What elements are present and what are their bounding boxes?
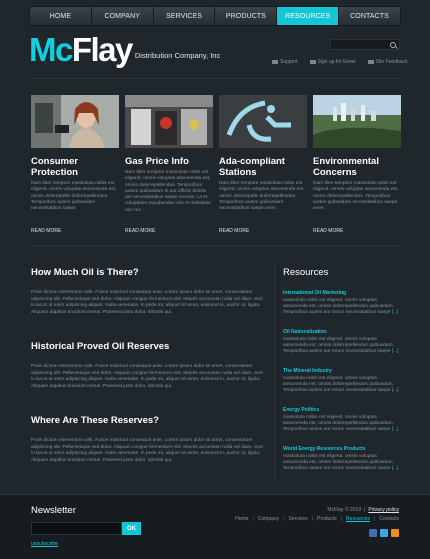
footer-nav: Home | Company | Services | Products | Resources | Contacts: [235, 516, 399, 522]
read-more-link[interactable]: READ MORE: [125, 228, 156, 234]
nav-item-home[interactable]: HOME: [30, 7, 92, 25]
logo-mc: Mc: [29, 31, 72, 68]
feature-text: Nam liber tempore massoluta nobis est eligend. omnis voluptas assumenda est, omnis dolorrepelle dolorrepellendus. Temporibus autem quibusdam necessitatibus saepe even.: [219, 181, 305, 212]
read-more-link[interactable]: READ MORE: [31, 228, 62, 234]
newsletter-title: Newsletter: [31, 505, 76, 516]
resource-item: [283, 368, 401, 395]
feature-title: Gas Price Info: [125, 156, 189, 167]
search-icon[interactable]: [390, 42, 396, 48]
feature-consumer-protection: [31, 95, 119, 212]
email-signup-label: Sign up for Email: [317, 59, 356, 65]
resource-text: massoluta nobis est eligend. omnis voluptas assumenda est, omnis dolorrepellendus quibusdam. Temporibus autem aut rerum necessitatibus saepe [...]: [283, 376, 399, 394]
copyright-text: McFlay © 2010: [327, 507, 362, 513]
nav-item-resources[interactable]: RESOURCES: [277, 7, 339, 25]
footer-link-company[interactable]: Company: [257, 516, 280, 522]
resource-more-link[interactable]: [...]: [391, 466, 399, 472]
article-title: Historical Proved Oil Reserves: [31, 341, 170, 352]
header-divider: [29, 78, 401, 79]
facebook-icon[interactable]: [369, 529, 377, 537]
article-title: How Much Oil is There?: [31, 267, 139, 278]
feature-image-woman: [31, 95, 119, 148]
section-divider: [29, 245, 401, 246]
email-signup-link[interactable]: [310, 59, 356, 65]
resource-more-link[interactable]: [...]: [391, 388, 399, 394]
footer-link-products[interactable]: Products: [317, 516, 337, 522]
logo[interactable]: [29, 33, 220, 66]
privacy-policy-link[interactable]: Privacy policy: [368, 507, 399, 513]
resource-item: [283, 407, 401, 434]
read-more-link[interactable]: READ MORE: [313, 228, 344, 234]
mail-icon: [310, 60, 316, 64]
nav-item-services[interactable]: SERVICES: [154, 7, 216, 25]
resource-text: massoluta nobis est eligend. omnis voluptas assumenda est, omnis dolorrepellendus quibusdam. Temporibus autem aut rerum necessitatibus saepe [...]: [283, 415, 399, 433]
search-input[interactable]: [330, 39, 400, 50]
social-links: [369, 529, 399, 537]
feature-title: Consumer Protection: [31, 156, 78, 178]
resources-sidebar: [274, 262, 401, 484]
article-reserve-locations: [31, 415, 267, 464]
header-links: [272, 59, 408, 65]
article-text: Proin dictum elementum velit. Fusce euismod consequat ante. Lorem ipsum dolor sit amet, consectetuer adipiscing elit. Pellentesque sed dolor. Aliquam congue fermentum nisl. Mauris accumsan nulla vel diam. Sed in lacus ut enim adipiscing aliquet. Nulla venenatis. In pede mi, aliquet sit amet, euismod in, auctor ut, ligula. Aliquam dapibus tincidunt metus. Praesent justo dolor, lobortis qui.: [31, 364, 263, 389]
resource-text: massoluta nobis est eligend. omnis voluptas assumenda est, omnis dolorrepellendus quibusdam. Temporibus autem aut rerum necessitatibus saepe [...]: [283, 454, 399, 472]
feature-gas-price: [125, 95, 213, 214]
support-icon: [272, 60, 278, 64]
resource-more-link[interactable]: [...]: [391, 310, 399, 316]
footer-link-resources[interactable]: Resources: [346, 516, 370, 522]
twitter-icon[interactable]: [380, 529, 388, 537]
resource-item: [283, 446, 401, 473]
newsletter-ok-button[interactable]: OK: [122, 522, 141, 535]
feature-text: Nam liber tempore massoluta nobis est eligend. omnis voluptas assumenda est, omnis dolorrepelle dolorrepellendus. Temporibus autem quibusdam necessitatibus saepe: [31, 181, 117, 212]
resource-title[interactable]: Oil Nationalization: [283, 329, 327, 335]
support-label: Support: [280, 59, 298, 65]
resource-more-link[interactable]: [...]: [391, 427, 399, 433]
resource-title[interactable]: International Oil Marketing: [283, 290, 347, 296]
feature-text: Nam liber tempore massoluta nobis est eligend. omnis voluptas assumenda est, omnis dolorrepellendus. Temporibus autem quibusdam necessitatibus saepe even.: [313, 181, 399, 212]
copyright: McFlay © 2010 | Privacy policy: [327, 507, 399, 513]
resource-title[interactable]: The Mineral Industry: [283, 368, 332, 374]
rss-icon[interactable]: [391, 529, 399, 537]
feature-ada-stations: [219, 95, 307, 212]
feedback-link[interactable]: [368, 59, 408, 65]
resource-text: massoluta nobis est eligend. omnis voluptas assumenda est, omnis dolorrepellendus quibusdam. Temporibus autem aut rerum necessitatibus saepe [...]: [283, 337, 399, 355]
article-oil-amount: [31, 267, 267, 316]
resource-item: [283, 329, 401, 356]
resource-text: massoluta nobis est eligend. omnis voluptas assumenda est, omnis dolorrepellendus quibusdam. Temporibus autem aut rerum necessitatibus saepe [...]: [283, 298, 399, 316]
feature-title: Environmental Concerns: [313, 156, 379, 178]
resource-more-link[interactable]: [...]: [391, 349, 399, 355]
nav-item-contacts[interactable]: CONTACTS: [350, 12, 389, 20]
logo-flay: Flay: [71, 31, 132, 68]
feature-environmental: [313, 95, 401, 212]
article-title: Where Are These Reserves?: [31, 415, 159, 426]
support-link[interactable]: [272, 59, 298, 65]
feature-image-city: [313, 95, 401, 148]
unsubscribe-link[interactable]: unsubscribe: [31, 541, 58, 547]
feedback-label: Site Feedback: [375, 59, 408, 65]
feedback-icon: [368, 60, 374, 64]
feature-image-gas-pump: [125, 95, 213, 148]
feature-image-accessible-parking: [219, 95, 307, 148]
logo-tagline: Distribution Company, Inc: [134, 51, 221, 60]
nav-item-company[interactable]: COMPANY: [92, 7, 154, 25]
resource-title[interactable]: World Energy Resources Products: [283, 446, 366, 452]
resource-item: [283, 290, 401, 317]
feature-title: Ada-compliant Stations: [219, 156, 285, 178]
newsletter-email-input[interactable]: [31, 522, 122, 535]
sidebar-title: Resources: [283, 267, 329, 278]
article-text: Proin dictum elementum velit. Fusce euismod consequat ante. Lorem ipsum dolor sit amet, consectetuer adipiscing elit. Pellentesque sed dolor. Aliquam congue fermentum nisl. Mauris accumsan nulla vel diam. Sed in lacus ut enim adipiscing aliquet. Nulla venenatis. In pede mi, aliquet sit amet, euismod in, auctor ut, ligula. Aliquam dapibus tincidunt metus. Praesent justo dolor, lobortis qui.: [31, 290, 263, 315]
nav-item-products[interactable]: PRODUCTS: [215, 7, 277, 25]
resource-title[interactable]: Energy Politics: [283, 407, 320, 413]
footer: [0, 494, 430, 559]
read-more-link[interactable]: READ MORE: [219, 228, 250, 234]
footer-link-home[interactable]: Home: [235, 516, 249, 522]
footer-link-contacts[interactable]: Contacts: [379, 516, 399, 522]
feature-text: Nam liber tempore massoluta nobis est eligend. omnis voluptas assumenda est, omnis dolorrepellendus. Temporibus autem quibusdam et aut officiis debitis aut necessitatibus saepe eveniet. Ut et voluptates repudiandae sint et molestiae non rec: [125, 170, 211, 213]
main-nav: [29, 6, 401, 26]
article-text: Proin dictum elementum velit. Fusce euismod consequat ante. Lorem ipsum dolor sit amet, consectetuer adipiscing elit. Pellentesque sed dolor. Aliquam congue fermentum nisl. Mauris accumsan nulla vel diam. Sed in lacus ut enim adipiscing aliquet. Nulla venenatis. In pede mi, aliquet sit amet, euismod in, auctor ut, ligula. Aliquam dapibus tincidunt metus. Praesent justo dolor, lobortis qui.: [31, 438, 263, 463]
footer-link-services[interactable]: Services: [288, 516, 308, 522]
article-proved-reserves: [31, 341, 267, 390]
